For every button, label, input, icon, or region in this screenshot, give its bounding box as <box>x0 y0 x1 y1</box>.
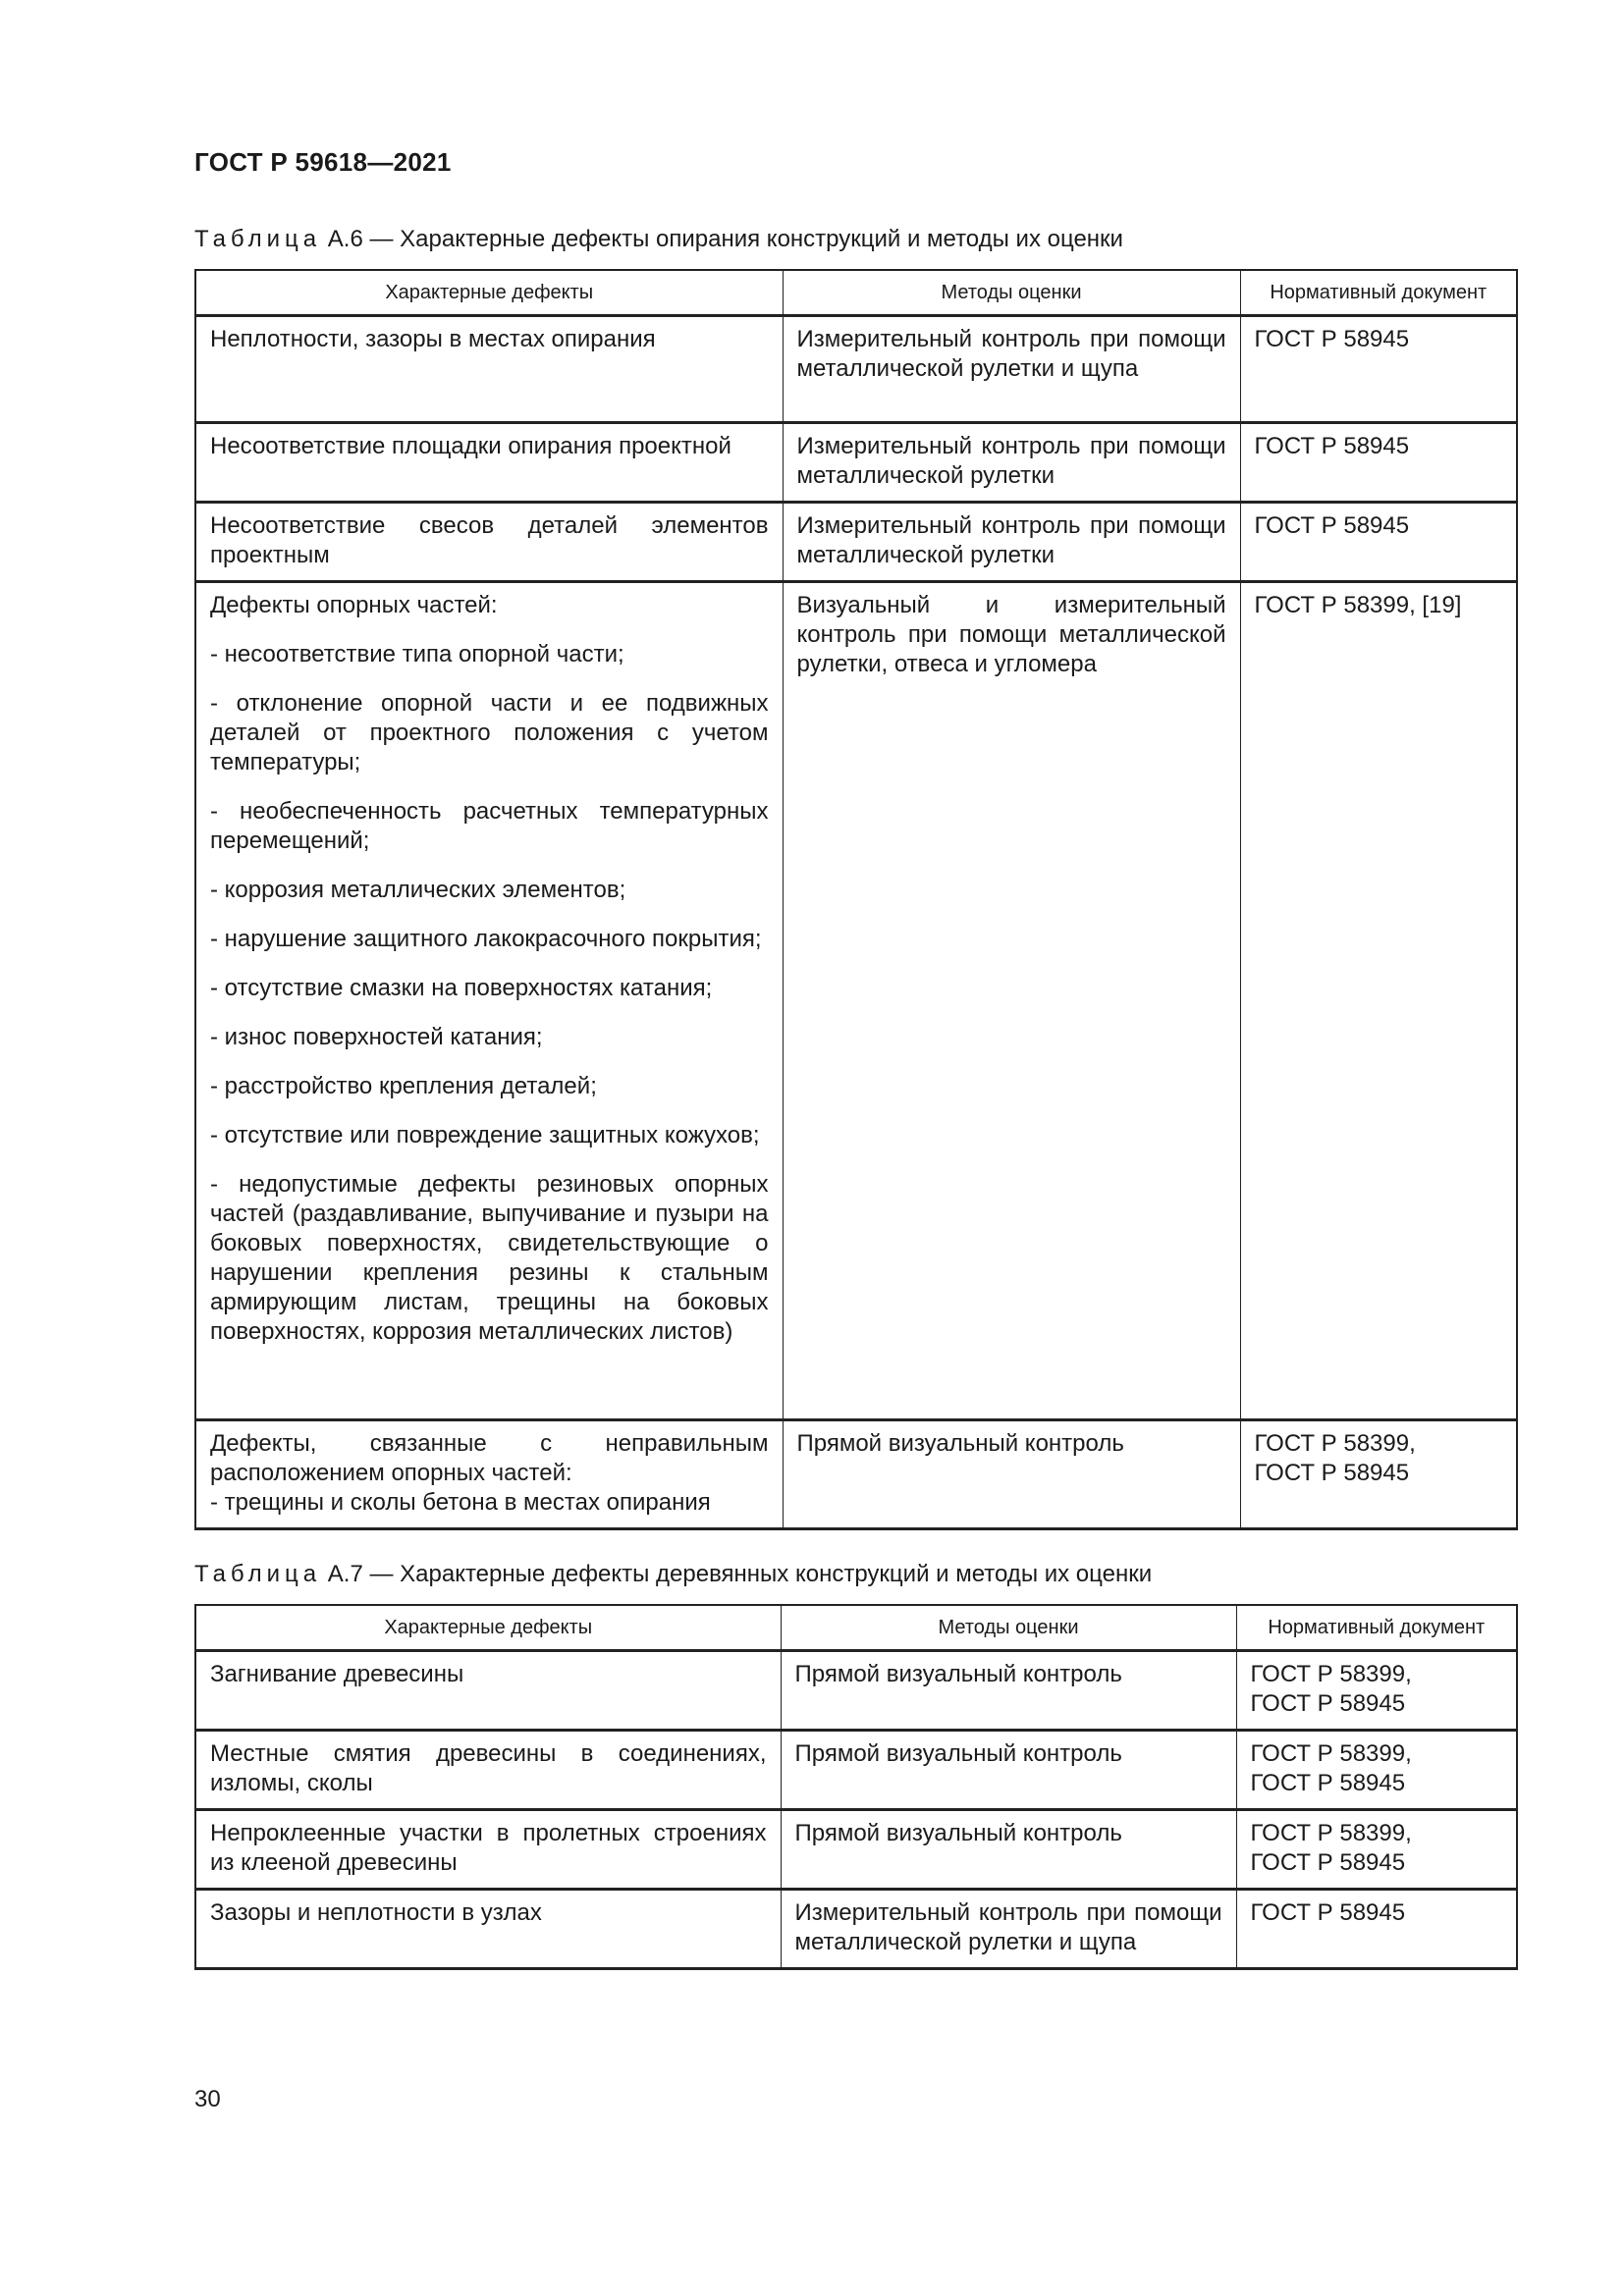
defect-line: Дефекты, связанные с неправильным расположением опорных частей: <box>210 1430 769 1486</box>
table-row <box>195 1651 1517 1731</box>
list-item: Дефекты опорных частей: <box>210 592 498 618</box>
defect-cell <box>195 1420 783 1529</box>
list-item: - несоответствие типа опорной части; <box>210 641 624 667</box>
list-item: - коррозия металлических элементов; <box>210 877 626 903</box>
method-cell: Измерительный контроль при помощи металлической рулетки <box>783 503 1240 582</box>
doc-line: ГОСТ Р 58945 <box>1250 1770 1406 1796</box>
doc-cell: ГОСТ Р 58945 <box>1236 1890 1517 1969</box>
table-row <box>195 423 1517 503</box>
method-cell: Прямой визуальный контроль <box>781 1651 1236 1731</box>
defect-cell: Несоответствие площадки опирания проектной <box>195 423 783 503</box>
list-item: - недопустимые дефекты резиновых опорных частей (раздавливание, выпучивание и пузыри на боковых поверхностях, свидетельствующие о нарушении крепления резины к стальным армирующим листам, трещины на боковых поверхностях, коррозия металлических листов) <box>210 1171 769 1345</box>
table-a6-caption <box>194 226 1123 253</box>
doc-line: ГОСТ Р 58399, <box>1254 1430 1416 1457</box>
column-header-methods: Методы оценки <box>783 270 1240 316</box>
table-a6-header-row <box>195 270 1517 316</box>
list-item: - износ поверхностей катания; <box>210 1024 543 1050</box>
list-item: - необеспеченность расчетных температурных перемещений; <box>210 798 769 854</box>
table-a7 <box>194 1604 1518 1970</box>
table-a7-caption-text: А.7 — Характерные дефекты деревянных конструкций и методы их оценки <box>327 1561 1153 1587</box>
list-item: - расстройство крепления деталей; <box>210 1073 597 1099</box>
list-item: - отсутствие смазки на поверхностях катания; <box>210 975 713 1001</box>
table-a6 <box>194 269 1518 1530</box>
table-row <box>195 503 1517 582</box>
table-row <box>195 316 1517 423</box>
table-a6-caption-prefix: Таблица <box>194 226 322 252</box>
list-item: - нарушение защитного лакокрасочного покрытия; <box>210 926 762 952</box>
table-a7-header-row <box>195 1605 1517 1651</box>
method-cell: Измерительный контроль при помощи металлической рулетки и щупа <box>781 1890 1236 1969</box>
list-item: - отсутствие или повреждение защитных кожухов; <box>210 1122 760 1148</box>
doc-cell: ГОСТ Р 58945 <box>1240 503 1517 582</box>
defect-cell: Неплотности, зазоры в местах опирания <box>195 316 783 423</box>
table-a7-caption <box>194 1561 1152 1588</box>
method-cell: Прямой визуальный контроль <box>781 1810 1236 1890</box>
doc-line: ГОСТ Р 58399, <box>1250 1820 1412 1846</box>
doc-cell <box>1236 1810 1517 1890</box>
table-a6-caption-text: А.6 — Характерные дефекты опирания конструкций и методы их оценки <box>327 226 1123 252</box>
column-header-normative-doc: Нормативный документ <box>1236 1605 1517 1651</box>
column-header-normative-doc: Нормативный документ <box>1240 270 1517 316</box>
table-row <box>195 1810 1517 1890</box>
doc-line: ГОСТ Р 58945 <box>1254 1460 1410 1486</box>
doc-cell <box>1236 1651 1517 1731</box>
table-a7-caption-prefix: Таблица <box>194 1561 322 1587</box>
page-number: 30 <box>194 2086 221 2112</box>
defect-cell: Несоответствие свесов деталей элементов проектным <box>195 503 783 582</box>
doc-cell <box>1240 1420 1517 1529</box>
column-header-defects: Характерные дефекты <box>195 270 783 316</box>
defect-cell: Местные смятия древесины в соединениях, изломы, сколы <box>195 1731 781 1810</box>
method-cell: Прямой визуальный контроль <box>781 1731 1236 1810</box>
table-row <box>195 1731 1517 1810</box>
doc-line: ГОСТ Р 58945 <box>1250 1849 1406 1876</box>
doc-line: ГОСТ Р 58945 <box>1250 1690 1406 1717</box>
document-id: ГОСТ Р 59618—2021 <box>194 147 452 177</box>
doc-cell: ГОСТ Р 58945 <box>1240 316 1517 423</box>
list-item: - отклонение опорной части и ее подвижных деталей от проектного положения с учетом температуры; <box>210 690 769 775</box>
table-row <box>195 582 1517 1420</box>
defect-cell: Непроклеенные участки в пролетных строениях из клееной древесины <box>195 1810 781 1890</box>
doc-line: ГОСТ Р 58399, <box>1250 1661 1412 1687</box>
doc-cell: ГОСТ Р 58945 <box>1240 423 1517 503</box>
method-cell: Визуальный и измерительный контроль при помощи металлической рулетки, отвеса и угломера <box>783 582 1240 1420</box>
method-cell: Измерительный контроль при помощи металлической рулетки и щупа <box>783 316 1240 423</box>
defect-cell: Загнивание древесины <box>195 1651 781 1731</box>
column-header-methods: Методы оценки <box>781 1605 1236 1651</box>
doc-line: ГОСТ Р 58399, <box>1250 1740 1412 1767</box>
doc-cell <box>1236 1731 1517 1810</box>
defect-list-cell <box>195 582 783 1420</box>
method-cell: Прямой визуальный контроль <box>783 1420 1240 1529</box>
doc-cell: ГОСТ Р 58399, [19] <box>1240 582 1517 1420</box>
table-row <box>195 1420 1517 1529</box>
column-header-defects: Характерные дефекты <box>195 1605 781 1651</box>
defect-line: - трещины и сколы бетона в местах опирания <box>210 1489 711 1516</box>
method-cell: Измерительный контроль при помощи металлической рулетки <box>783 423 1240 503</box>
table-row <box>195 1890 1517 1969</box>
defect-cell: Зазоры и неплотности в узлах <box>195 1890 781 1969</box>
